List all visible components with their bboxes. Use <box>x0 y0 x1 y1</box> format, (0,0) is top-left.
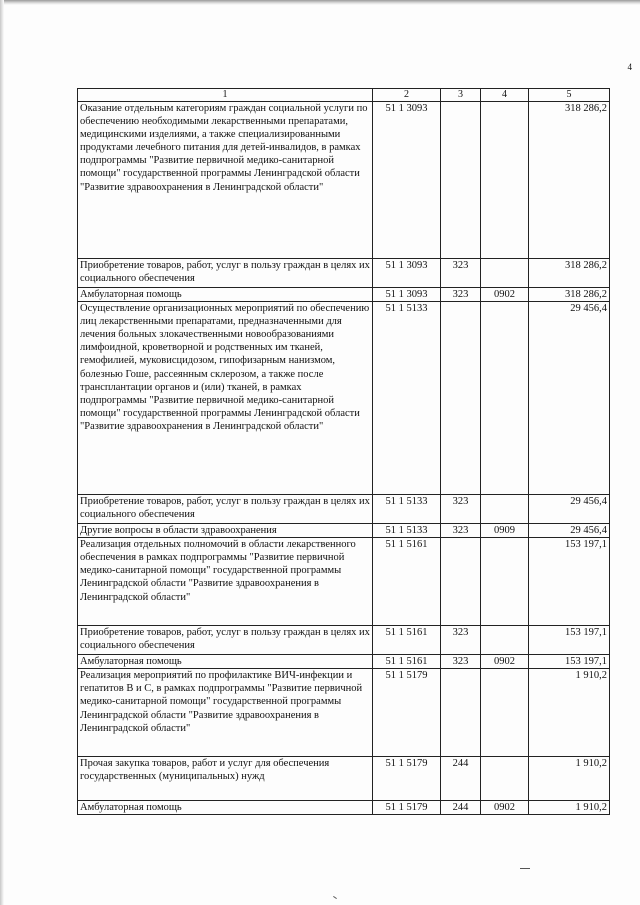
row-name: Реализация отдельных полномочий в области лекарственного обеспечения в рамках подпрограммы "Развитие первичной медико-санитарной помощи" государственной программы Ленинградской области "Развитие здравоохранения в Ленинградской области" <box>78 538 373 626</box>
row-kvr <box>441 538 481 626</box>
row-rz: 0909 <box>481 524 529 538</box>
page-number: 4 <box>627 62 632 72</box>
budget-table <box>77 88 610 815</box>
row-kvr: 323 <box>441 655 481 669</box>
row-amount: 153 197,1 <box>529 655 610 669</box>
row-rz <box>481 495 529 524</box>
table-row <box>78 655 610 669</box>
row-rz: 0902 <box>481 801 529 815</box>
row-kvr: 323 <box>441 626 481 655</box>
row-rz <box>481 757 529 801</box>
scan-left-edge <box>0 0 4 905</box>
row-rz <box>481 102 529 259</box>
header-col-1: 1 <box>78 89 373 102</box>
row-amount: 153 197,1 <box>529 626 610 655</box>
table-row <box>78 669 610 757</box>
row-amount: 153 197,1 <box>529 538 610 626</box>
row-name: Другие вопросы в области здравоохранения <box>78 524 373 538</box>
row-amount: 318 286,2 <box>529 102 610 259</box>
row-rz: 0902 <box>481 655 529 669</box>
row-name: Реализация мероприятий по профилактике ВИЧ-инфекции и гепатитов B и C, в рамках подпрограммы "Развитие первичной медико-санитарной помощи" государственной программы Ленинградской области "Развитие здравоохранения в Ленинградской области" <box>78 669 373 757</box>
row-kvr: 323 <box>441 495 481 524</box>
header-col-3: 3 <box>441 89 481 102</box>
row-amount: 29 456,4 <box>529 524 610 538</box>
scan-mark <box>333 896 337 899</box>
row-kvr <box>441 302 481 495</box>
table-row <box>78 801 610 815</box>
row-kcsr: 51 1 5179 <box>373 757 441 801</box>
row-name: Амбулаторная помощь <box>78 801 373 815</box>
row-rz <box>481 538 529 626</box>
header-col-4: 4 <box>481 89 529 102</box>
table-row <box>78 626 610 655</box>
header-row <box>78 89 610 102</box>
table-row <box>78 538 610 626</box>
row-rz <box>481 669 529 757</box>
table-row <box>78 302 610 495</box>
row-kcsr: 51 1 5179 <box>373 669 441 757</box>
row-kvr: 323 <box>441 524 481 538</box>
row-rz <box>481 626 529 655</box>
row-kvr <box>441 669 481 757</box>
row-kvr <box>441 102 481 259</box>
header-col-2: 2 <box>373 89 441 102</box>
scan-top-edge <box>0 0 640 5</box>
row-kvr: 323 <box>441 259 481 288</box>
row-amount: 1 910,2 <box>529 757 610 801</box>
row-amount: 29 456,4 <box>529 495 610 524</box>
table-row <box>78 259 610 288</box>
row-name: Приобретение товаров, работ, услуг в пользу граждан в целях их социального обеспечения <box>78 626 373 655</box>
row-name: Амбулаторная помощь <box>78 655 373 669</box>
table-row <box>78 524 610 538</box>
row-kcsr: 51 1 3093 <box>373 102 441 259</box>
row-amount: 318 286,2 <box>529 288 610 302</box>
row-kcsr: 51 1 5133 <box>373 524 441 538</box>
row-kvr: 244 <box>441 757 481 801</box>
row-kcsr: 51 1 5161 <box>373 655 441 669</box>
row-rz <box>481 259 529 288</box>
row-kcsr: 51 1 5161 <box>373 538 441 626</box>
row-kcsr: 51 1 5179 <box>373 801 441 815</box>
row-kcsr: 51 1 3093 <box>373 259 441 288</box>
row-kvr: 323 <box>441 288 481 302</box>
row-name: Оказание отдельным категориям граждан социальной услуги по обеспечению необходимыми лекарственными препаратами, медицинскими изделиями, а также специализированными продуктами лечебного питания для детей-инвалидов, в рамках подпрограммы "Развитие первичной медико-санитарной помощи" государственной программы Ленинградской области "Развитие здравоохранения в Ленинградской области" <box>78 102 373 259</box>
row-rz: 0902 <box>481 288 529 302</box>
table-row <box>78 495 610 524</box>
row-name: Приобретение товаров, работ, услуг в пользу граждан в целях их социального обеспечения <box>78 495 373 524</box>
row-kvr: 244 <box>441 801 481 815</box>
table-row <box>78 102 610 259</box>
row-kcsr: 51 1 5161 <box>373 626 441 655</box>
row-name: Приобретение товаров, работ, услуг в пользу граждан в целях их социального обеспечения <box>78 259 373 288</box>
row-amount: 29 456,4 <box>529 302 610 495</box>
row-amount: 1 910,2 <box>529 801 610 815</box>
row-amount: 318 286,2 <box>529 259 610 288</box>
row-name: Амбулаторная помощь <box>78 288 373 302</box>
row-kcsr: 51 1 5133 <box>373 302 441 495</box>
table-row <box>78 288 610 302</box>
row-name: Осуществление организационных мероприятий по обеспечению лиц лекарственными препаратами, предназначенными для лечения больных злокачественными новообразованиями лимфоидной, кроветворной и родственных им тканей, гемофилией, муковисцидозом, гипофизарным нанизмом, болезнью Гоше, рассеянным склерозом, а также после трансплантации органов и (или) тканей, в рамках подпрограммы "Развитие первичной медико-санитарной помощи" государственной программы Ленинградской области "Развитие здравоохранения в Ленинградской области" <box>78 302 373 495</box>
table-row <box>78 757 610 801</box>
row-name: Прочая закупка товаров, работ и услуг для обеспечения государственных (муниципальных) нужд <box>78 757 373 801</box>
row-kcsr: 51 1 5133 <box>373 495 441 524</box>
row-amount: 1 910,2 <box>529 669 610 757</box>
scan-mark <box>520 868 530 869</box>
row-rz <box>481 302 529 495</box>
row-kcsr: 51 1 3093 <box>373 288 441 302</box>
header-col-5: 5 <box>529 89 610 102</box>
